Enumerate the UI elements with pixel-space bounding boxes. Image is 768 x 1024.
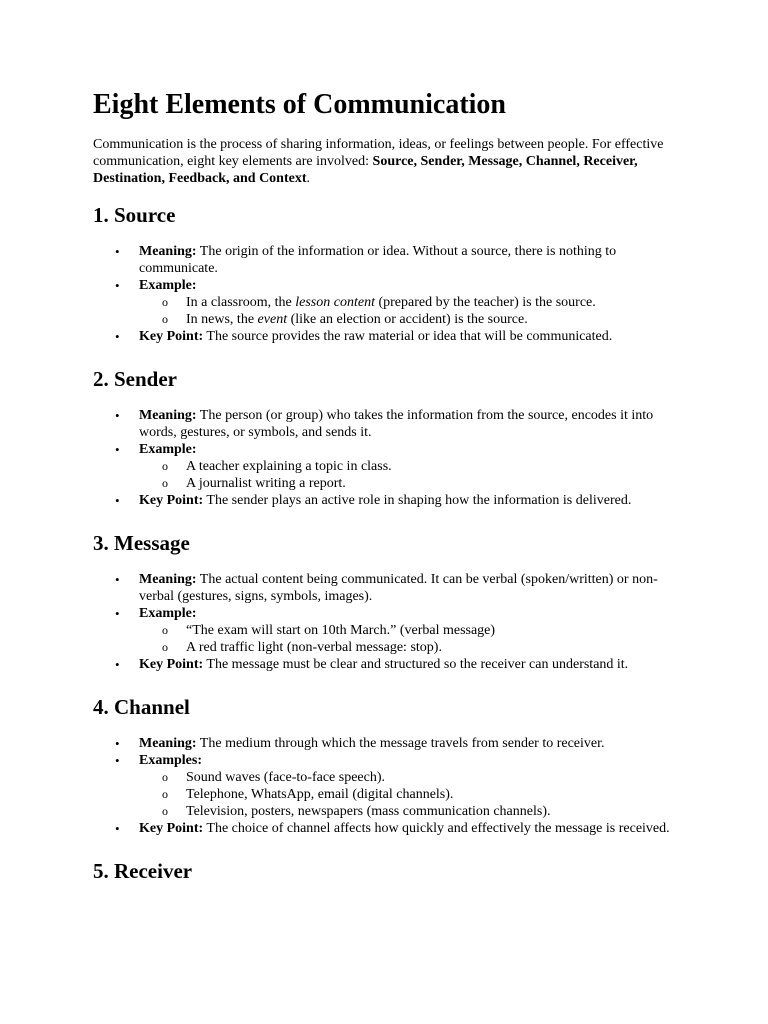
list-item-key-point [93,820,683,837]
example-label: Example: [139,606,197,621]
example-text: Telephone, WhatsApp, email (digital channels). [186,787,454,802]
circle-bullet-icon: o [162,804,168,818]
key-point-text: The sender plays an active role in shaping how the information is delivered. [203,493,632,508]
list-item-meaning [93,571,683,605]
list-item-key-point [93,656,683,673]
circle-bullet-icon: o [162,787,168,801]
bullet-icon: • [115,408,120,423]
meaning-text: The person (or group) who takes the information from the source, encodes it into words, gestures, or symbols, and sends it. [139,408,654,440]
meaning-label: Meaning: [139,572,197,587]
bullet-list [93,407,683,509]
example-text: A journalist writing a report. [186,476,346,491]
list-item-key-point [93,328,683,345]
example-item [139,458,683,475]
bullet-list [93,571,683,673]
key-point-label: Key Point: [139,657,204,672]
list-item-example [93,605,683,656]
list-item-meaning [93,735,683,752]
example-item [139,294,683,311]
example-sublist [139,769,683,820]
example-text-end: (prepared by the teacher) is the source. [374,295,596,310]
example-item [139,769,683,786]
bullet-icon: • [115,278,120,293]
key-point-label: Key Point: [139,493,204,508]
section-heading: 4. Channel [93,695,190,719]
example-sublist [139,294,683,328]
bullet-icon: • [115,753,120,768]
example-emphasis: event [257,312,288,327]
bullet-icon: • [115,493,120,508]
example-label: Example: [139,278,197,293]
circle-bullet-icon: o [162,295,168,309]
list-item-example [93,752,683,820]
list-item-meaning [93,243,683,277]
example-item [139,311,683,328]
intro-text: Communication is the process of sharing information, ideas, or feelings between people. For effective communication, eight key elements are involved: [93,137,664,169]
example-text: Sound waves (face-to-face speech). [186,770,386,785]
meaning-text: The medium through which the message travels from sender to receiver. [196,736,605,751]
page-title: Eight Elements of Communication [93,89,506,120]
example-item [139,622,683,639]
circle-bullet-icon: o [162,476,168,490]
bullet-icon: • [115,244,120,259]
sections-container [93,201,683,837]
section-heading-receiver: 5. Receiver [93,859,193,883]
document-page [93,86,683,899]
meaning-label: Meaning: [139,736,197,751]
bullet-icon: • [115,606,120,621]
example-label: Examples: [139,753,202,768]
key-point-text: The source provides the raw material or idea that will be communicated. [203,329,613,344]
circle-bullet-icon: o [162,770,168,784]
circle-bullet-icon: o [162,640,168,654]
section-heading: 2. Sender [93,367,177,391]
intro-end: . [306,171,311,186]
list-item-meaning [93,407,683,441]
bullet-list [93,735,683,837]
example-item [139,475,683,492]
example-text: A red traffic light (non-verbal message: stop). [186,640,442,655]
bullet-icon: • [115,657,120,672]
bullet-icon: • [115,736,120,751]
section-heading: 3. Message [93,531,190,555]
example-text: “The exam will start on 10th March.” (verbal message) [186,623,496,638]
example-sublist [139,622,683,656]
example-emphasis: lesson content [295,295,375,310]
key-point-label: Key Point: [139,821,204,836]
meaning-label: Meaning: [139,408,197,423]
list-item-key-point [93,492,683,509]
bullet-icon: • [115,329,120,344]
example-text: Television, posters, newspapers (mass communication channels). [186,804,551,819]
meaning-text: The actual content being communicated. It can be verbal (spoken/written) or non-verbal (gestures, signs, symbols, images). [139,572,658,604]
example-item [139,803,683,820]
example-text-end: (like an election or accident) is the source. [287,312,528,327]
intro-elements-list: Source, Sender, Message, Channel, Receiver, Destination, Feedback, and Context [93,154,638,186]
key-point-text: The choice of channel affects how quickly and effectively the message is received. [203,821,670,836]
example-text: In a classroom, the [186,295,296,310]
example-item [139,639,683,656]
list-item-example [93,441,683,492]
circle-bullet-icon: o [162,623,168,637]
section-heading: 1. Source [93,203,176,227]
bullet-icon: • [115,821,120,836]
circle-bullet-icon: o [162,459,168,473]
example-text: In news, the [186,312,258,327]
example-item [139,786,683,803]
bullet-icon: • [115,442,120,457]
meaning-text: The origin of the information or idea. Without a source, there is nothing to communicate. [139,244,617,276]
example-sublist [139,458,683,492]
bullet-icon: • [115,572,120,587]
key-point-text: The message must be clear and structured so the receiver can understand it. [203,657,629,672]
circle-bullet-icon: o [162,312,168,326]
key-point-label: Key Point: [139,329,204,344]
example-label: Example: [139,442,197,457]
example-text: A teacher explaining a topic in class. [186,459,392,474]
meaning-label: Meaning: [139,244,197,259]
list-item-example [93,277,683,328]
bullet-list [93,243,683,345]
intro-paragraph [93,136,683,187]
